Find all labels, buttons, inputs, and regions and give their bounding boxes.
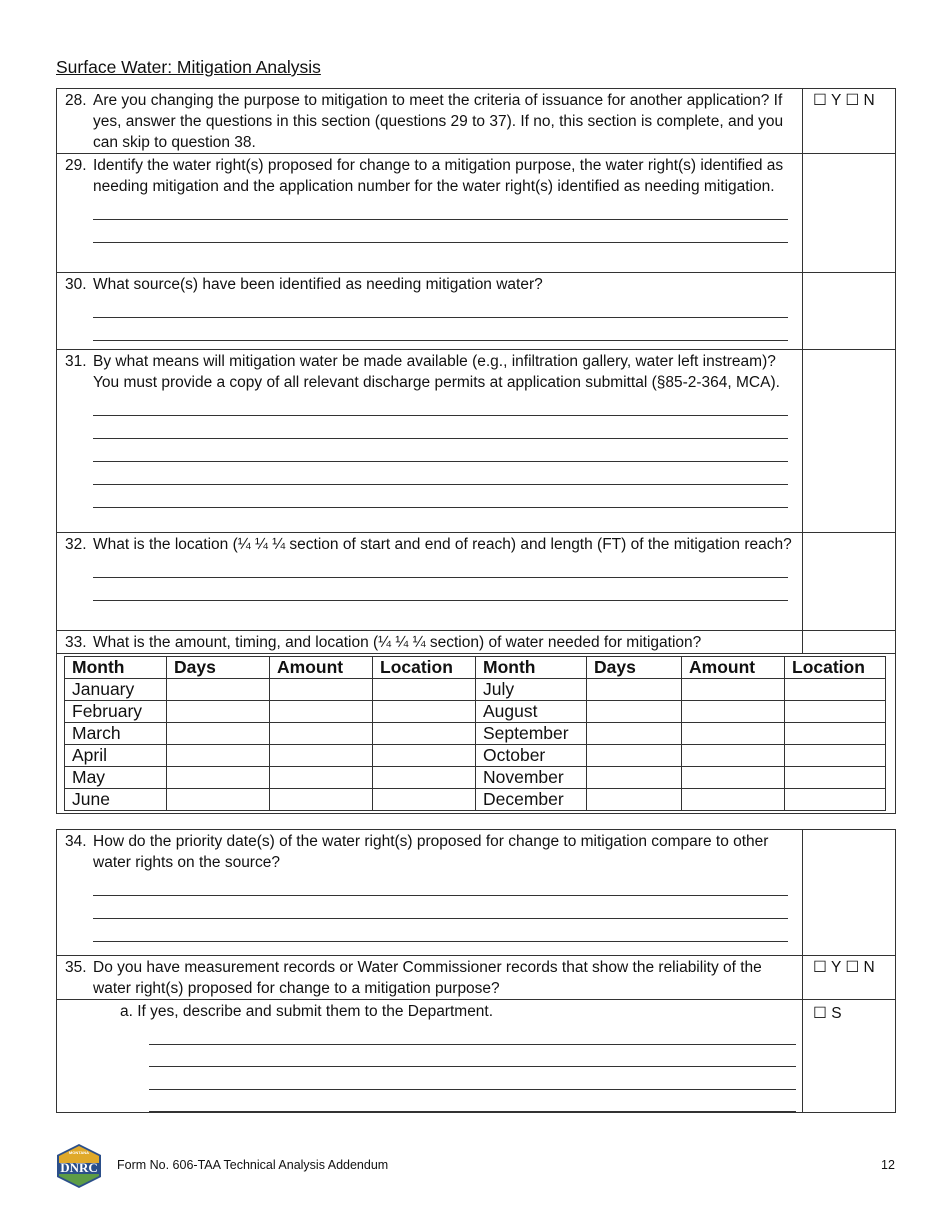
- column-header: Days: [587, 657, 682, 679]
- question-33-text: What is the amount, timing, and location (¼ ¼ ¼ section) of water needed for mitigation?: [93, 634, 702, 651]
- question-31-row: [57, 350, 896, 533]
- month-label: August: [476, 701, 587, 723]
- month-label: April: [65, 745, 167, 767]
- yes-no-cell: [803, 89, 896, 154]
- column-header: Days: [167, 657, 270, 679]
- month-label: May: [65, 767, 167, 789]
- no-checkbox[interactable]: ☐: [845, 92, 860, 109]
- column-header: Month: [65, 657, 167, 679]
- page-number: 12: [881, 1158, 895, 1172]
- question-34-row: [57, 830, 896, 956]
- days-input[interactable]: [587, 679, 682, 701]
- days-input[interactable]: [167, 723, 270, 745]
- answer-lines[interactable]: [93, 555, 788, 601]
- days-input[interactable]: [587, 767, 682, 789]
- question-30-row: [57, 273, 896, 350]
- amount-input[interactable]: [270, 745, 373, 767]
- section-title: Surface Water: Mitigation Analysis: [56, 57, 321, 77]
- table-row: [65, 745, 886, 767]
- days-input[interactable]: [587, 789, 682, 811]
- mitigation-schedule-row: [57, 654, 896, 814]
- month-label: November: [476, 767, 587, 789]
- dnrc-logo: [55, 1143, 103, 1189]
- table-row: [65, 767, 886, 789]
- column-header: Amount: [270, 657, 373, 679]
- month-label: February: [65, 701, 167, 723]
- amount-input[interactable]: [270, 789, 373, 811]
- amount-input[interactable]: [270, 767, 373, 789]
- days-input[interactable]: [167, 701, 270, 723]
- supplement-label: S: [831, 1005, 842, 1022]
- question-32-text: What is the location (¼ ¼ ¼ section of start and end of reach) and length (FT) of the mitigation reach?: [93, 536, 792, 553]
- location-input[interactable]: [373, 679, 476, 701]
- answer-margin-cell: [803, 350, 896, 533]
- location-input[interactable]: [373, 701, 476, 723]
- location-input[interactable]: [373, 767, 476, 789]
- yes-checkbox[interactable]: ☐: [813, 959, 827, 976]
- no-label: N: [863, 959, 875, 976]
- answer-lines[interactable]: [93, 393, 788, 508]
- question-31-text: By what means will mitigation water be made available (e.g., infiltration gallery, water left instream)? You must provide a copy of all relevant discharge permits at application submittal (§85-2-364, MCA).: [93, 353, 780, 391]
- days-input[interactable]: [587, 701, 682, 723]
- amount-input[interactable]: [682, 767, 785, 789]
- yes-no-cell: [803, 956, 896, 1000]
- days-input[interactable]: [167, 789, 270, 811]
- answer-lines[interactable]: [93, 873, 788, 942]
- amount-input[interactable]: [682, 745, 785, 767]
- no-label: N: [863, 92, 875, 109]
- question-28-row: [57, 89, 896, 154]
- days-input[interactable]: [167, 679, 270, 701]
- answer-margin-cell: [803, 631, 896, 654]
- yes-label: Y: [830, 959, 841, 976]
- column-header: Location: [785, 657, 886, 679]
- days-input[interactable]: [587, 723, 682, 745]
- question-number: 32.: [65, 536, 87, 553]
- location-input[interactable]: [785, 745, 886, 767]
- question-number: 34.: [65, 833, 87, 850]
- question-35a-row: [57, 1000, 896, 1113]
- mitigation-schedule-table: [64, 656, 886, 811]
- question-number: 33.: [65, 634, 87, 651]
- days-input[interactable]: [167, 767, 270, 789]
- month-label: September: [476, 723, 587, 745]
- answer-margin-cell: [803, 533, 896, 631]
- yes-checkbox[interactable]: ☐: [813, 92, 827, 109]
- location-input[interactable]: [785, 767, 886, 789]
- column-header: Month: [476, 657, 587, 679]
- location-input[interactable]: [785, 679, 886, 701]
- location-input[interactable]: [785, 701, 886, 723]
- days-input[interactable]: [587, 745, 682, 767]
- location-input[interactable]: [785, 723, 886, 745]
- location-input[interactable]: [785, 789, 886, 811]
- month-label: June: [65, 789, 167, 811]
- question-30-text: What source(s) have been identified as needing mitigation water?: [93, 276, 543, 293]
- question-35a-text: a. If yes, describe and submit them to the Department.: [120, 1003, 494, 1020]
- days-input[interactable]: [167, 745, 270, 767]
- question-28-text: Are you changing the purpose to mitigation to meet the criteria of issuance for another application? If yes, answer the questions in this section (questions 29 to 37). If no, this section is complete, and you can skip to question 38.: [93, 92, 784, 151]
- question-29-text: Identify the water right(s) proposed for change to a mitigation purpose, the water right(s) identified as needing mitigation and the application number for the water right(s) identified as needing mitigation.: [93, 157, 784, 195]
- logo-top-text: MONTANA: [68, 1150, 90, 1155]
- table-row: [65, 701, 886, 723]
- answer-lines[interactable]: [149, 1022, 796, 1112]
- location-input[interactable]: [373, 789, 476, 811]
- answer-lines[interactable]: [93, 295, 788, 341]
- amount-input[interactable]: [270, 723, 373, 745]
- question-33-row: [57, 631, 896, 654]
- location-input[interactable]: [373, 723, 476, 745]
- answer-lines[interactable]: [93, 197, 788, 243]
- question-32-row: [57, 533, 896, 631]
- question-35-row: [57, 956, 896, 1000]
- column-header: Amount: [682, 657, 785, 679]
- amount-input[interactable]: [270, 701, 373, 723]
- amount-input[interactable]: [682, 789, 785, 811]
- column-header: Location: [373, 657, 476, 679]
- month-label: December: [476, 789, 587, 811]
- amount-input[interactable]: [270, 679, 373, 701]
- amount-input[interactable]: [682, 723, 785, 745]
- amount-input[interactable]: [682, 701, 785, 723]
- mitigation-questions-table: [56, 88, 896, 814]
- answer-margin-cell: [803, 154, 896, 273]
- yes-label: Y: [830, 92, 841, 109]
- question-number: 28.: [65, 92, 87, 109]
- answer-margin-cell: [803, 830, 896, 956]
- location-input[interactable]: [373, 745, 476, 767]
- table-row: [65, 723, 886, 745]
- form-name: Form No. 606-TAA Technical Analysis Addendum: [117, 1158, 389, 1172]
- question-number: 31.: [65, 353, 87, 370]
- schedule-header-row: [65, 657, 886, 679]
- question-number: 29.: [65, 157, 87, 174]
- answer-margin-cell: [803, 273, 896, 350]
- supplement-cell: [803, 1000, 896, 1113]
- table-row: [65, 789, 886, 811]
- month-label: July: [476, 679, 587, 701]
- table-row: [65, 679, 886, 701]
- question-number: 30.: [65, 276, 87, 293]
- mitigation-reliability-table: [56, 829, 896, 1113]
- month-label: October: [476, 745, 587, 767]
- month-label: January: [65, 679, 167, 701]
- supplement-checkbox[interactable]: ☐: [813, 1005, 827, 1022]
- amount-input[interactable]: [682, 679, 785, 701]
- logo-text: DNRC: [60, 1160, 98, 1175]
- month-label: March: [65, 723, 167, 745]
- question-number: 35.: [65, 959, 87, 976]
- question-29-row: [57, 154, 896, 273]
- question-35-text: Do you have measurement records or Water Commissioner records that show the reliability of the water right(s) proposed for change to a mitigation purpose?: [93, 959, 762, 997]
- no-checkbox[interactable]: ☐: [845, 959, 860, 976]
- question-34-text: How do the priority date(s) of the water right(s) proposed for change to mitigation compare to other water rights on the source?: [93, 833, 769, 871]
